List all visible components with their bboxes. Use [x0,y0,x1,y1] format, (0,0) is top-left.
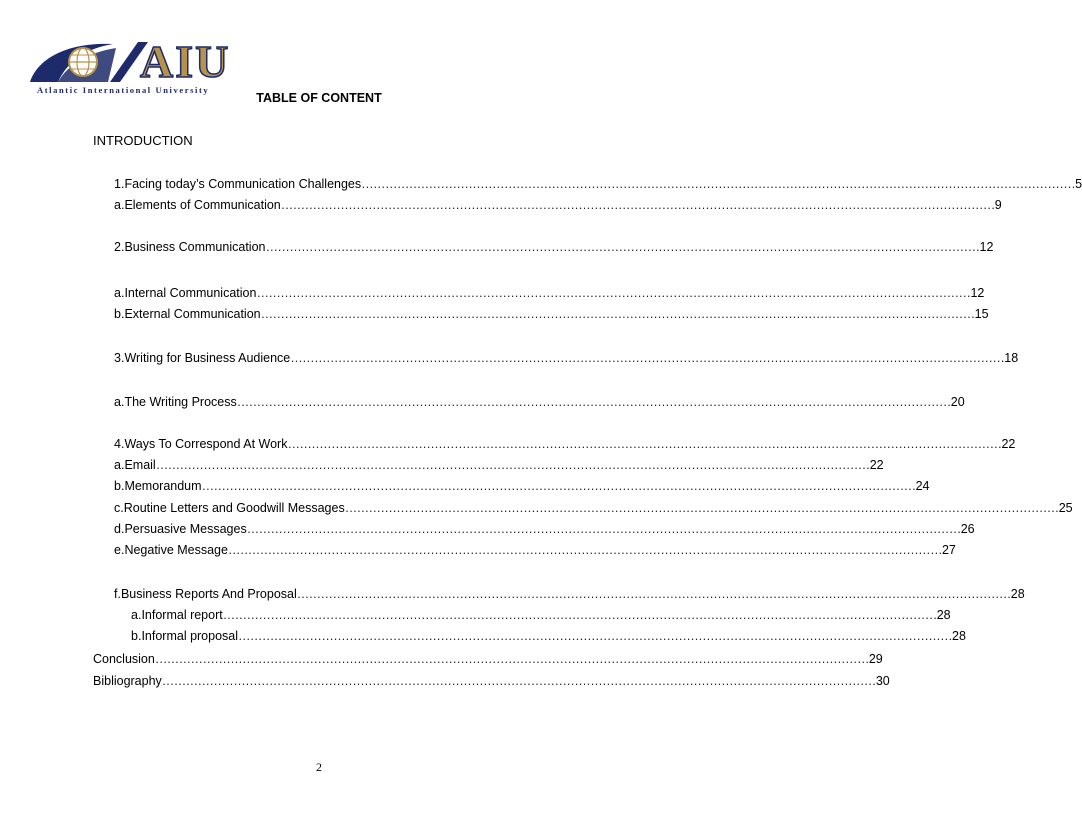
page-number: 2 [316,760,322,774]
toc-entry-title: Writing for Business Audience [124,351,291,365]
toc-entry-page: 26 [960,522,975,536]
toc-entry-marker: a. [114,286,125,300]
toc-entry-page: 25 [1058,501,1073,515]
toc-entry-page: 29 [868,652,883,666]
toc-entry-marker: 2. [114,240,125,254]
toc-entry [114,500,1073,516]
toc-entry [114,176,1082,192]
dot-leader: ……………………………………………………………………………………………………………………………………………………………… [161,674,876,688]
toc-entry-marker: a. [114,198,125,212]
toc-entry-page: 28 [952,629,966,643]
toc-entry-title: Business Communication [124,240,266,254]
toc-entry-marker: d. [114,522,125,536]
dot-leader: ……………………………………………………………………………………………………………………………………………………………… [361,177,1076,191]
toc-entry-page: 20 [950,395,965,409]
toc-entry [131,607,951,623]
dot-leader: ……………………………………………………………………………………………………………………………………………………………… [238,629,953,643]
toc-entry-page: 28 [1010,587,1025,601]
toc-entry-title: Business Reports And Proposal [120,587,297,601]
toc-entry-page: 12 [970,286,985,300]
toc-entry-title: Ways To Correspond At Work [124,437,288,451]
logo-subtitle: Atlantic International University [37,85,210,95]
toc-entry-marker: 3. [114,351,125,365]
toc-entry-marker: c. [114,501,124,515]
toc-entry-title: Routine Letters and Goodwill Messages [123,501,345,515]
toc-entry-page: 12 [979,240,994,254]
dot-leader: ……………………………………………………………………………………………………………………………………………………………… [344,501,1059,515]
toc-entry [93,673,890,689]
dot-leader: ……………………………………………………………………………………………………………………………………………………………… [280,198,995,212]
toc-entry-title: Negative Message [124,543,228,557]
toc-entry-title: Persuasive Messages [124,522,247,536]
toc-entry [114,197,1002,213]
toc-entry-page: 22 [869,458,884,472]
toc-entry-page: 5 [1075,177,1082,191]
toc-entry [114,239,994,255]
toc-entry-page: 18 [1004,351,1019,365]
toc-entry-title: Facing today’s Communication Challenges [124,177,362,191]
toc-entry [131,628,966,644]
toc-entry-title: The Writing Process [124,395,237,409]
dot-leader: ……………………………………………………………………………………………………………………………………………………………… [155,458,870,472]
toc-entry-marker: a. [114,458,125,472]
toc-entry-page: 22 [1001,437,1016,451]
toc-entry [114,521,975,537]
toc-entry-marker: 4. [114,437,125,451]
dot-leader: ……………………………………………………………………………………………………………………………………………………………… [236,395,951,409]
toc-entry-title: External Communication [124,307,261,321]
dot-leader: ……………………………………………………………………………………………………………………………………………………………… [154,652,869,666]
toc-entry-page: 30 [875,674,890,688]
dot-leader: ……………………………………………………………………………………………………………………………………………………………… [227,543,942,557]
toc-entry-marker: b. [114,479,125,493]
toc-entry [114,457,884,473]
dot-leader: ……………………………………………………………………………………………………………………………………………………………… [222,608,937,622]
toc-entry-title: Informal report [141,608,223,622]
toc-entry [93,651,883,667]
dot-leader: ……………………………………………………………………………………………………………………………………………………………… [296,587,1011,601]
page-title: TABLE OF CONTENT [256,91,382,105]
toc-entry-title: Informal proposal [141,629,239,643]
toc-entry-title: Email [124,458,156,472]
dot-leader: ……………………………………………………………………………………………………………………………………………………………… [290,351,1005,365]
dot-leader: ……………………………………………………………………………………………………………………………………………………………… [256,286,971,300]
toc-entry-title: Elements of Communication [124,198,281,212]
toc-entry-marker: e. [114,543,125,557]
toc-entry-page: 9 [994,198,1002,212]
toc-entry-title: Conclusion [93,652,155,666]
toc-entry [114,350,1019,366]
toc-entry [114,306,989,322]
toc-entry [114,394,965,410]
toc-entry-marker: a. [114,395,125,409]
toc-entry [114,586,1025,602]
toc-entry-title: Memorandum [124,479,202,493]
toc-entry [114,285,985,301]
toc-entry-marker: a. [131,608,142,622]
dot-leader: ……………………………………………………………………………………………………………………………………………………………… [201,479,916,493]
section-heading: INTRODUCTION [93,133,193,148]
toc-entry-marker: b. [114,307,125,321]
logo-wordmark: AIU [140,36,231,87]
dot-leader: ……………………………………………………………………………………………………………………………………………………………… [260,307,975,321]
toc-entry-page: 28 [936,608,951,622]
toc-entry-page: 24 [915,479,930,493]
toc-entry-marker: 1. [114,177,125,191]
dot-leader: ……………………………………………………………………………………………………………………………………………………………… [287,437,1002,451]
toc-entry-page: 27 [941,543,956,557]
toc-entry [114,542,956,558]
toc-entry [114,436,1016,452]
toc-entry-title: Internal Communication [124,286,257,300]
toc-entry-marker: b. [131,629,142,643]
toc-entry-page: 15 [974,307,989,321]
dot-leader: ……………………………………………………………………………………………………………………………………………………………… [246,522,961,536]
dot-leader: ……………………………………………………………………………………………………………………………………………………………… [265,240,980,254]
toc-entry [114,478,930,494]
toc-entry-marker: f. [114,587,121,601]
toc-entry-title: Bibliography [93,674,162,688]
